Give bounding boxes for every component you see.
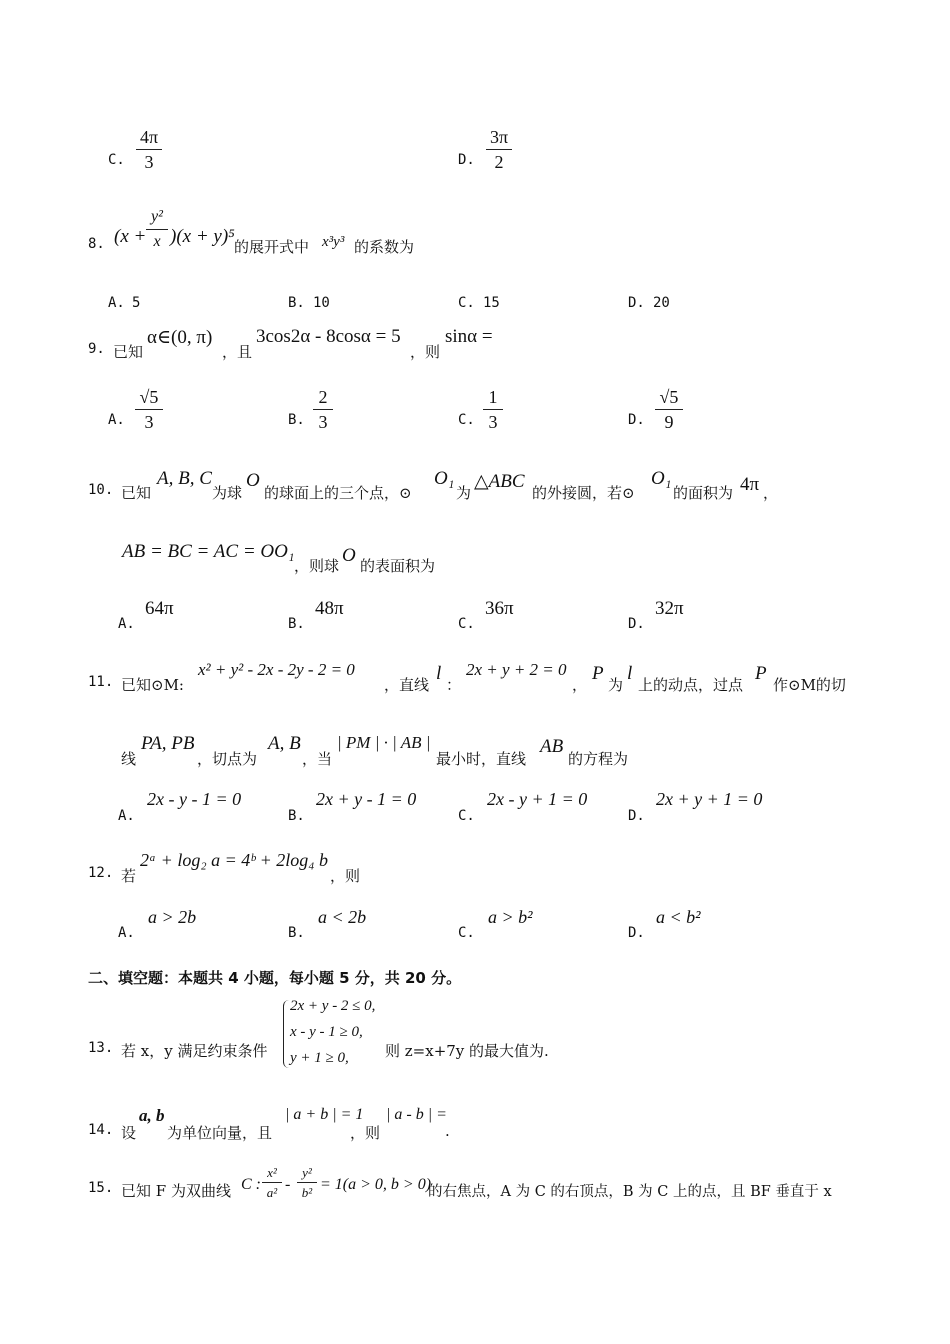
option-label: D.	[628, 295, 645, 311]
question-text: 最小时，直线	[436, 750, 527, 768]
question-text: 为球	[212, 484, 243, 502]
option-a-value: 5	[132, 295, 141, 311]
numerator: √5	[139, 387, 159, 407]
option-d-value: a < b²	[656, 907, 701, 927]
math-expr: 2x + y + 2 = 0	[466, 660, 567, 679]
question-text: 则 z=x+7y 的最大值为.	[385, 1042, 549, 1060]
denominator: x	[153, 233, 161, 250]
option-b-value: 10	[313, 295, 330, 311]
option-b-fraction	[313, 386, 333, 433]
numerator: 1	[488, 387, 498, 407]
option-d-value: 2x + y + 1 = 0	[656, 789, 763, 809]
question-text: 为	[456, 484, 472, 502]
math-expr: x² + y² - 2x - 2y - 2 = 0	[198, 660, 355, 679]
question-number: 14.	[88, 1122, 114, 1138]
fraction-bar	[262, 1182, 282, 1183]
math-expr: sinα =	[445, 326, 493, 347]
numerator: √5	[659, 387, 679, 407]
question-text: 的球面上的三个点，⊙	[264, 484, 412, 502]
option-label: C.	[458, 616, 475, 632]
constraint-2: x - y - 1 ≥ 0,	[290, 1024, 363, 1040]
option-c-fraction	[136, 126, 162, 173]
math-expr: O₁	[651, 468, 672, 489]
option-c-value: 15	[483, 295, 500, 311]
constraint-brace	[283, 1000, 290, 1068]
math-expr: O₁	[434, 468, 455, 489]
expr-fraction	[146, 206, 168, 253]
question-text: 的系数为	[354, 238, 415, 256]
numerator: 3π	[489, 127, 509, 147]
question-text: 作⊙M的切	[773, 676, 846, 694]
option-a-value: a > 2b	[148, 907, 197, 927]
question-text: ，则	[330, 867, 361, 885]
math-expr: AB = BC = AC = OO₁	[122, 541, 295, 562]
question-number: 12.	[88, 865, 114, 881]
question-text: 若 x，y 满足约束条件	[121, 1042, 268, 1060]
option-d-value: 32π	[655, 598, 684, 619]
question-text: 已知⊙M:	[121, 676, 184, 694]
option-label: C.	[108, 152, 125, 168]
denominator: 3	[488, 412, 498, 432]
option-label: D.	[628, 925, 645, 941]
math-expr: A, B	[268, 733, 301, 754]
math-expr: P	[592, 663, 604, 684]
fraction-bar	[146, 229, 168, 230]
math-expr: O	[246, 470, 260, 491]
denominator: 3	[144, 152, 154, 172]
option-label: A.	[118, 616, 135, 632]
fraction-bar	[483, 409, 503, 410]
question-number: 10.	[88, 482, 114, 498]
option-label: D.	[458, 152, 475, 168]
option-a-value: 64π	[145, 598, 174, 619]
numerator: y²	[302, 1165, 312, 1180]
math-expr: | a - b | =	[386, 1106, 447, 1123]
question-text: ：	[446, 676, 462, 694]
option-b-value: a < 2b	[318, 907, 367, 927]
question-text: 已知	[113, 343, 144, 361]
question-text: ，且	[222, 343, 253, 361]
option-c-value: 2x - y + 1 = 0	[487, 789, 588, 809]
option-label: D.	[628, 412, 645, 428]
question-text: ，则	[410, 343, 441, 361]
math-expr: -	[285, 1176, 291, 1193]
question-text: 的面积为	[673, 484, 734, 502]
fraction-bar	[297, 1182, 317, 1183]
option-label: B.	[288, 925, 305, 941]
option-label: B.	[288, 616, 305, 632]
option-label: A.	[108, 412, 125, 428]
option-c-fraction	[483, 386, 503, 433]
fraction-bar	[655, 409, 683, 410]
option-label: B.	[288, 412, 305, 428]
math-expr: 4π	[740, 474, 760, 495]
math-expr: a, b	[139, 1106, 165, 1125]
question-text: 已知	[121, 484, 152, 502]
math-expr: PA, PB	[141, 733, 195, 754]
option-label: A.	[108, 295, 125, 311]
question-text: 上的动点，过点	[638, 676, 744, 694]
question-number: 8.	[88, 236, 105, 252]
numerator: 4π	[139, 127, 159, 147]
math-expr: 2ᵃ + log₂ a = 4ᵇ + 2log₄ b	[140, 850, 328, 870]
option-a-value: 2x - y - 1 = 0	[147, 789, 242, 809]
denominator: 9	[664, 412, 674, 432]
denominator: b²	[301, 1185, 313, 1200]
option-label: C.	[458, 808, 475, 824]
option-d-fraction	[486, 126, 512, 173]
math-expr: = 1(a > 0, b > 0)	[320, 1176, 432, 1193]
option-d-value: 20	[653, 295, 670, 311]
denominator: 3	[318, 412, 328, 432]
question-text: ，当	[302, 750, 333, 768]
option-d-fraction	[655, 386, 683, 433]
question-number: 9.	[88, 341, 105, 357]
numerator: x²	[267, 1165, 277, 1180]
expr-post: )(x + y)⁵	[170, 226, 235, 247]
question-text: 线	[121, 750, 137, 768]
fraction-x	[262, 1164, 282, 1201]
expr-pre: (x +	[114, 226, 147, 247]
fraction-bar	[136, 149, 162, 150]
fraction-bar	[135, 409, 163, 410]
question-text: 已知 F 为双曲线	[121, 1182, 231, 1200]
math-expr: C :	[241, 1176, 261, 1193]
section-heading: 二、填空题：本题共 4 小题，每小题 5 分，共 20 分。	[88, 969, 462, 987]
math-expr: α∈(0, π)	[147, 327, 213, 348]
question-text: ，直线	[384, 676, 430, 694]
math-expr: | a + b | = 1	[285, 1106, 364, 1123]
option-label: C.	[458, 295, 475, 311]
math-expr: △ABC	[474, 471, 525, 492]
question-text: ，	[572, 676, 588, 694]
option-label: B.	[288, 295, 305, 311]
option-label: D.	[628, 616, 645, 632]
math-expr: | PM | · | AB |	[337, 733, 431, 752]
math-expr: 3cos2α - 8cosα = 5	[256, 326, 401, 347]
math-expr: O	[342, 545, 356, 566]
option-b-value: 48π	[315, 598, 344, 619]
question-text: ，切点为	[197, 750, 258, 768]
math-expr: l	[627, 663, 633, 684]
option-b-value: 2x + y - 1 = 0	[316, 789, 417, 809]
question-number: 11.	[88, 674, 114, 690]
option-label: C.	[458, 412, 475, 428]
option-label: C.	[458, 925, 475, 941]
fraction-bar	[313, 409, 333, 410]
question-text: ，则	[350, 1124, 381, 1142]
math-expr: l	[436, 663, 442, 684]
denominator: a²	[266, 1185, 278, 1200]
denominator: 3	[144, 412, 154, 432]
option-label: A.	[118, 808, 135, 824]
term: x³y³	[322, 234, 345, 250]
option-a-fraction	[135, 386, 163, 433]
math-expr: AB	[540, 736, 564, 757]
option-label: A.	[118, 925, 135, 941]
math-expr: P	[755, 663, 767, 684]
constraint-1: 2x + y - 2 ≤ 0,	[290, 998, 376, 1014]
question-text: 的方程为	[568, 750, 629, 768]
question-text: 若	[121, 867, 137, 885]
question-text: 的外接圆，若⊙	[532, 484, 635, 502]
question-text: 的右焦点，A 为 C 的右顶点，B 为 C 上的点，且 BF 垂直于 x	[428, 1184, 832, 1200]
question-text: ，	[763, 484, 779, 502]
question-text: ，则球	[294, 557, 340, 575]
numerator: 2	[318, 387, 328, 407]
numerator: y²	[151, 208, 163, 225]
denominator: 2	[494, 152, 504, 172]
question-text: 为单位向量，且	[167, 1124, 273, 1142]
question-text: 为	[608, 676, 624, 694]
option-c-value: 36π	[485, 598, 514, 619]
constraint-3: y + 1 ≥ 0,	[290, 1050, 349, 1066]
option-label: D.	[628, 808, 645, 824]
fraction-bar	[486, 149, 512, 150]
question-text: 的展开式中	[234, 238, 310, 256]
math-expr: A, B, C	[157, 468, 212, 489]
question-number: 15.	[88, 1180, 114, 1196]
fraction-y	[297, 1164, 317, 1201]
option-c-value: a > b²	[488, 907, 533, 927]
question-text: .	[445, 1122, 450, 1140]
option-label: B.	[288, 808, 305, 824]
question-text: 的表面积为	[360, 557, 436, 575]
question-text: 设	[121, 1124, 137, 1142]
question-number: 13.	[88, 1040, 114, 1056]
